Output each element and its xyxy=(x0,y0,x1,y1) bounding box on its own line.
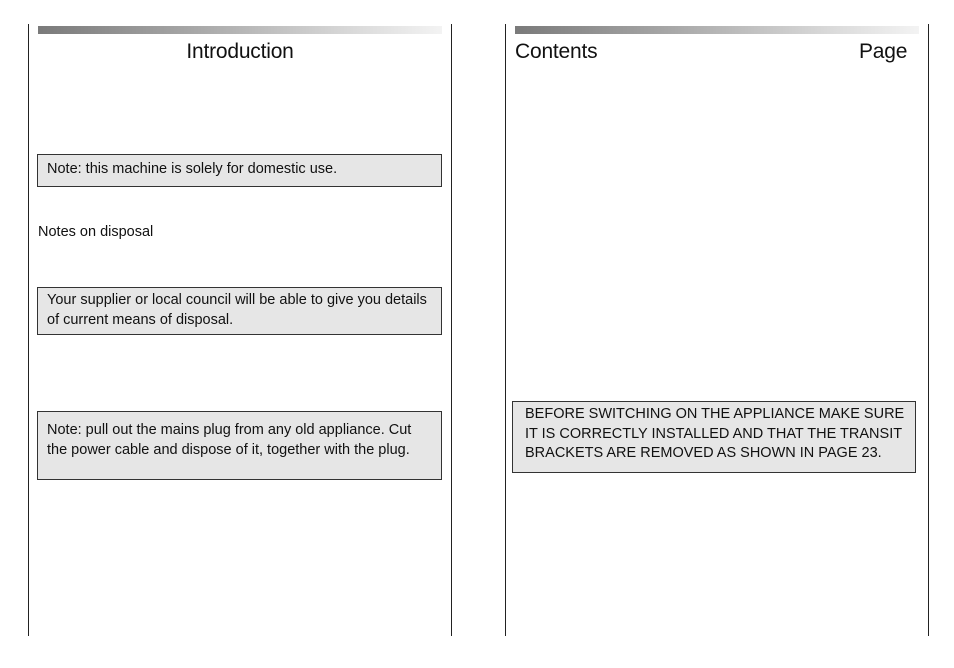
right-page-margin-line xyxy=(505,24,506,636)
supplier-note xyxy=(37,287,442,335)
left-page-fold-line xyxy=(451,24,452,636)
installation-warning-text: BEFORE SWITCHING ON THE APPLIANCE MAKE SURE IT IS CORRECTLY INSTALLED AND THAT THE TRANSIT BRACKETS ARE REMOVED AS SHOWN IN PAGE 23. xyxy=(525,406,905,461)
left-page-margin-line xyxy=(28,24,29,636)
disposal-heading: Notes on disposal xyxy=(38,224,154,240)
introduction-title: Introduction xyxy=(186,40,294,63)
mains-plug-note xyxy=(37,411,442,480)
right-header-gradient-bar xyxy=(515,26,919,34)
installation-warning-box xyxy=(512,401,916,473)
right-page-edge-line xyxy=(928,24,929,636)
supplier-note-text: Your supplier or local council will be able to give you details of current means of disposal. xyxy=(47,292,427,328)
domestic-use-note xyxy=(37,154,442,187)
mains-plug-note-text: Note: pull out the mains plug from any old appliance. Cut the power cable and dispose of it, together with the plug. xyxy=(47,422,412,458)
contents-title: Contents xyxy=(515,40,598,63)
domestic-use-note-text: Note: this machine is solely for domestic use. xyxy=(47,161,338,177)
left-header-gradient-bar xyxy=(38,26,442,34)
page-column-label: Page xyxy=(859,40,908,63)
